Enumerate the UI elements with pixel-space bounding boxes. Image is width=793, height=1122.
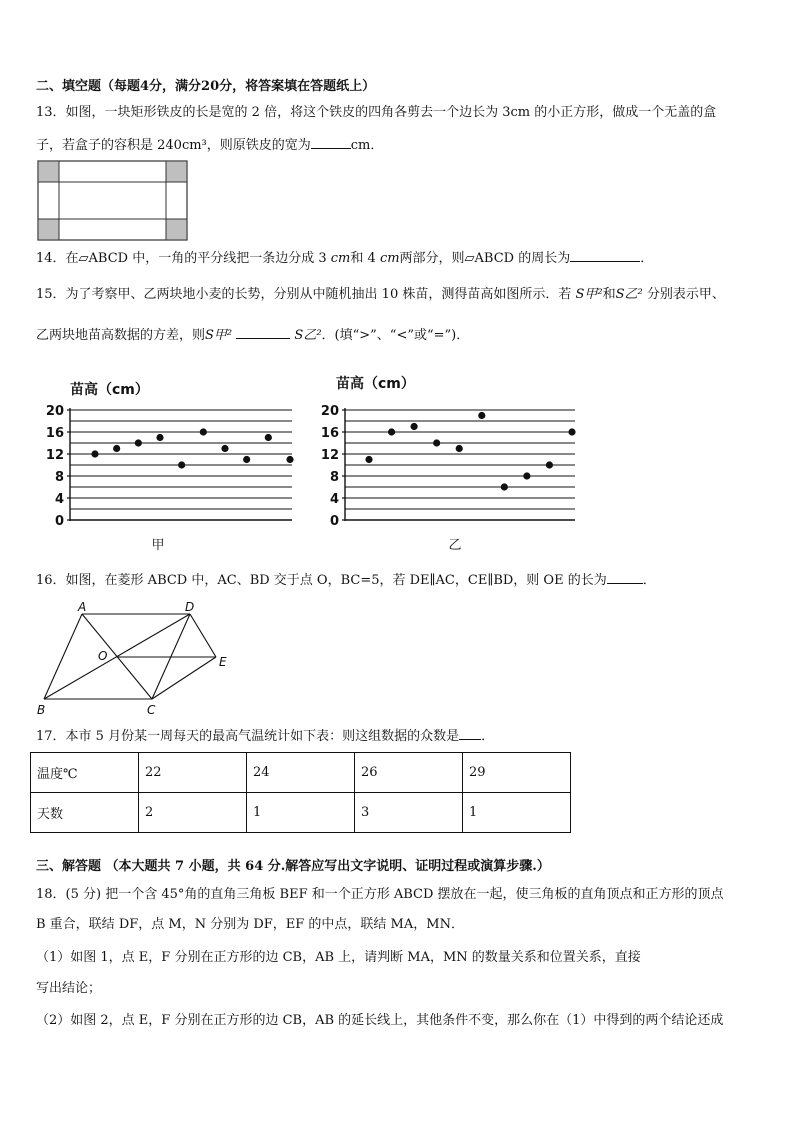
chart-jia	[40, 374, 310, 554]
y-tick-label: 12	[45, 448, 64, 463]
data-point	[523, 472, 530, 479]
chart-title: 苗高（cm）	[336, 376, 415, 392]
q15-line1	[36, 286, 725, 304]
q14-text-c: 两部分，则▱ABCD 的周长为	[399, 251, 571, 266]
label-O: O	[98, 649, 108, 663]
table-cell: 26	[355, 753, 463, 793]
q18-line2: B 重合，联结 DF，点 M，N 分别为 DF，EF 的中点，联结 MA，MN．	[36, 917, 464, 932]
q13-answer-blank[interactable]	[311, 136, 351, 149]
table-cell: 24	[247, 753, 355, 793]
label-E: E	[219, 655, 227, 669]
chart-title: 苗高（cm）	[70, 382, 149, 398]
q18-line5: （2）如图 2，点 E，F 分别在正方形的边 CB，AB 的延长线上，其他条件不变，那么你在（1）中得到的两个结论还成	[36, 1013, 724, 1028]
q15-text-1-end: 分别表示甲、	[646, 287, 725, 302]
q14-line	[36, 249, 653, 268]
label-A: A	[78, 600, 87, 614]
data-point	[433, 439, 440, 446]
q13-line1: 13．如图，一块矩形铁皮的长是宽的 2 倍，将这个铁皮的四角各剪去一个边长为 3cm 的小正方形，做成一个无盖的盒	[36, 105, 717, 120]
q14-text-d: ．	[640, 251, 654, 266]
side-AB	[44, 614, 82, 699]
corner-square-tr	[166, 161, 187, 182]
y-tick-label: 20	[45, 404, 64, 419]
q15-line2	[36, 326, 469, 345]
q15-text-2a: 乙两块地苗高数据的方差，则	[36, 328, 206, 343]
corner-square-br	[166, 219, 187, 240]
q16-text-a: 16．如图，在菱形 ABCD 中，AC、BD 交于点 O，BC=5，若 DE∥AC，CE∥BD，则 OE 的长为	[36, 573, 607, 588]
data-point	[411, 423, 418, 430]
data-point	[478, 412, 485, 419]
table-cell: 2	[139, 793, 247, 833]
q17-temperature-table	[30, 752, 571, 833]
table-cell: 29	[463, 753, 571, 793]
data-point	[546, 461, 553, 468]
q13-text-b: cm．	[350, 138, 384, 153]
q18-line1: 18．(5 分) 把一个含 45°角的直角三角板 BEF 和一个正方形 ABCD 摆放在一起，使三角板的直角顶点和正方形的顶点	[36, 887, 724, 902]
y-tick-label: 0	[329, 514, 339, 529]
q14-text-a: 14．在▱ABCD 中，一角的平分线把一条边分成 3	[36, 251, 327, 266]
y-tick-label: 8	[54, 470, 64, 485]
q13-text-a: 子，若盒子的容积是 240cm³，则原铁皮的宽为	[36, 138, 311, 153]
data-point	[456, 445, 463, 452]
table-cell: 22	[139, 753, 247, 793]
data-point	[388, 428, 395, 435]
table-row	[31, 793, 571, 833]
q15-text-1: 15．为了考察甲、乙两块地小麦的长势，分别从中随机抽出 10 株苗，测得苗高如图所示．若	[36, 287, 572, 302]
q17-text-b: ．	[481, 729, 495, 744]
table-cell: 3	[355, 793, 463, 833]
q18-line4: 写出结论；	[36, 981, 102, 996]
q13-iron-sheet-figure	[37, 160, 189, 242]
section3-heading: 三、解答题 （本大题共 7 小题，共 64 分.解答应写出文字说明、证明过程或演算步骤.）	[36, 859, 550, 874]
y-tick-label: 8	[329, 470, 339, 485]
y-tick-label: 12	[320, 448, 339, 463]
chart-yi	[300, 370, 590, 554]
q18-line3: （1）如图 1，点 E，F 分别在正方形的边 CB，AB 上，请判断 MA，MN 的数量关系和位置关系，直接	[36, 950, 641, 965]
y-tick-label: 4	[54, 492, 64, 507]
label-C: C	[147, 703, 156, 717]
label-D: D	[185, 600, 195, 614]
q14-text-b: 和 4	[350, 251, 376, 266]
q14-unit-1: cm	[330, 251, 351, 266]
table-cell: 1	[247, 793, 355, 833]
sheet-outline	[38, 161, 187, 240]
q17-text-a: 17．本市 5 月份某一周每天的最高气温统计如下表：则这组数据的众数是	[36, 729, 460, 744]
y-tick-label: 20	[320, 404, 339, 419]
data-point	[91, 450, 98, 457]
q16-line	[36, 571, 656, 590]
q15-text-2b: ．(填“>”、“<”或“=”)．	[321, 328, 470, 343]
data-point	[568, 428, 575, 435]
q16-text-b: ．	[642, 573, 656, 588]
data-point	[156, 434, 163, 441]
corner-square-tl	[38, 161, 59, 182]
section2-heading: 二、填空题（每题4分，满分20分，将答案填在答题纸上）	[36, 79, 376, 94]
data-point	[221, 445, 228, 452]
q15-variance-jia: S甲²	[575, 287, 603, 302]
q15-and: 和	[602, 287, 616, 302]
table-row	[31, 753, 571, 793]
q13-line2	[36, 136, 383, 155]
data-point	[286, 456, 293, 463]
corner-square-bl	[38, 219, 59, 240]
data-point	[178, 461, 185, 468]
q15-answer-blank[interactable]	[236, 326, 290, 339]
q14-unit-2: cm	[379, 251, 400, 266]
q15-variance-jia-2: S甲²	[205, 328, 233, 343]
chart-xlabel: 甲	[151, 538, 165, 553]
data-point	[135, 439, 142, 446]
q15-variance-yi-2: S乙²	[294, 328, 322, 343]
data-point	[113, 445, 120, 452]
y-tick-label: 16	[320, 426, 339, 441]
data-point	[265, 434, 272, 441]
label-B: B	[37, 703, 46, 717]
table-cell: 天数	[31, 793, 139, 833]
y-tick-label: 4	[329, 492, 339, 507]
chart-xlabel: 乙	[448, 538, 462, 553]
data-point	[365, 456, 372, 463]
q16-rhombus-figure	[34, 598, 244, 720]
y-tick-label: 16	[45, 426, 64, 441]
data-point	[501, 483, 508, 490]
q17-line	[36, 727, 494, 746]
q15-variance-yi: S乙²	[615, 287, 643, 302]
data-point	[200, 428, 207, 435]
data-point	[243, 456, 250, 463]
q17-answer-blank[interactable]	[459, 727, 481, 740]
q14-answer-blank[interactable]	[570, 249, 640, 262]
y-tick-label: 0	[54, 514, 64, 529]
table-cell: 温度℃	[31, 753, 139, 793]
table-cell: 1	[463, 793, 571, 833]
q16-answer-blank[interactable]	[607, 571, 643, 584]
segment-DE	[190, 614, 216, 657]
